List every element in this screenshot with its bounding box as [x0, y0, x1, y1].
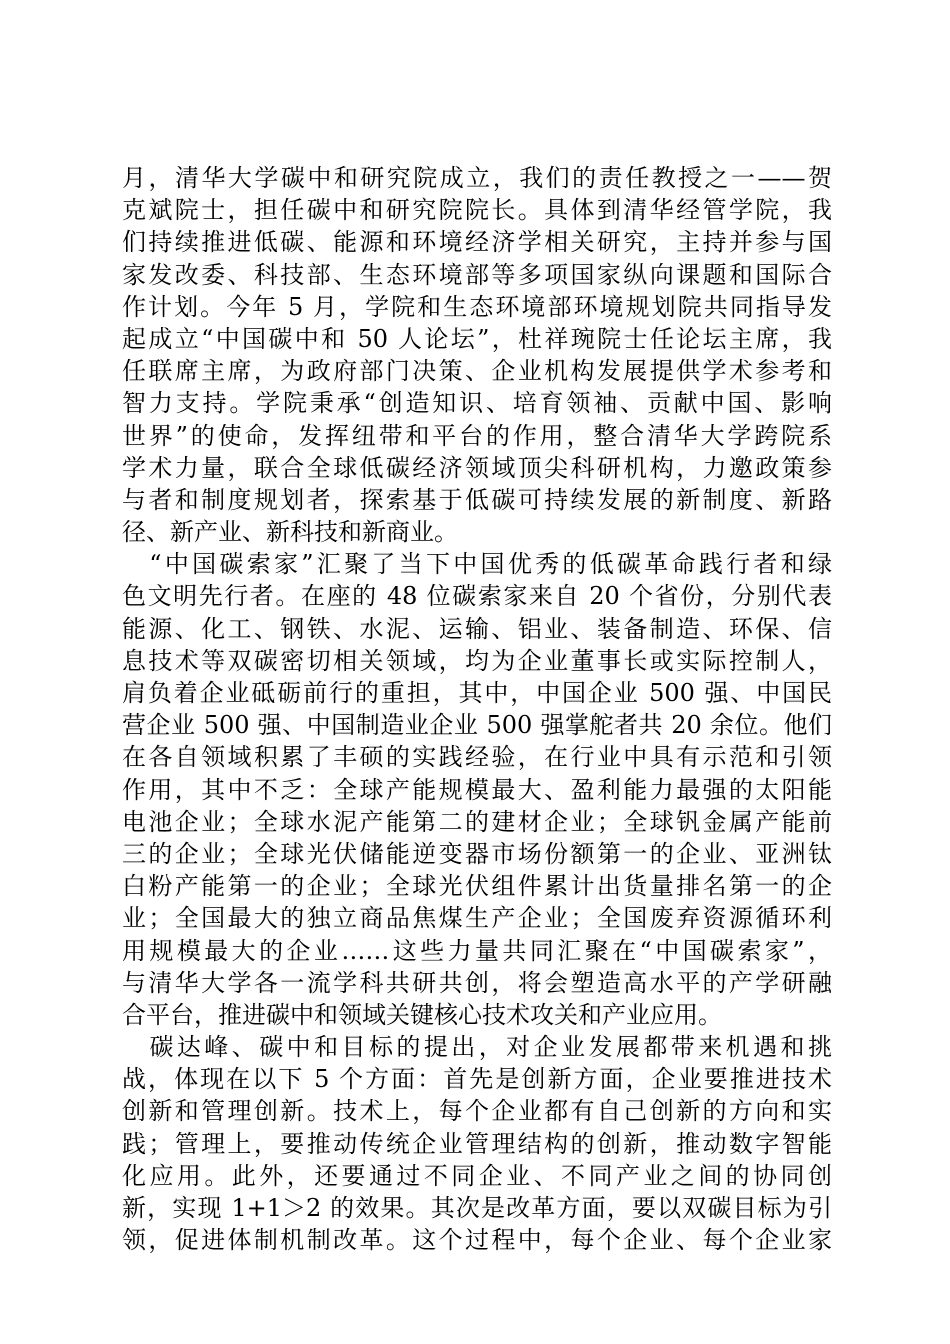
text-line: 们持续推进低碳、能源和环境经济学相关研究，主持并参与国	[122, 228, 832, 257]
text-line: “中国碳索家”汇聚了当下中国优秀的低碳革命践行者和绿	[122, 550, 832, 579]
text-line: 克斌院士，担任碳中和研究院院长。具体到清华经管学院，我	[122, 196, 832, 225]
text-line: 用规模最大的企业……这些力量共同汇聚在“中国碳索家”，	[122, 936, 832, 965]
text-line: 任联席主席，为政府部门决策、企业机构发展提供学术参考和	[122, 357, 832, 386]
text-line: 化应用。此外，还要通过不同企业、不同产业之间的协同创	[122, 1161, 832, 1190]
text-line: 三的企业；全球光伏储能逆变器市场份额第一的企业、亚洲钛	[122, 839, 832, 868]
text-line: 营企业 500 强、中国制造业企业 500 强掌舵者共 20 余位。他们	[122, 711, 832, 740]
body-text	[122, 162, 832, 1256]
paragraph-2	[122, 548, 832, 1031]
text-line: 领，促进体制机制改革。这个过程中，每个企业、每个企业家	[122, 1226, 832, 1255]
text-line: 月，清华大学碳中和研究院成立，我们的责任教授之一——贺	[122, 164, 832, 192]
text-line: 与清华大学各一流学科共研共创，将会塑造高水平的产学研融	[122, 968, 832, 997]
text-line: 息技术等双碳密切相关领域，均为企业董事长或实际控制人，	[122, 646, 832, 675]
text-line: 战，体现在以下 5 个方面：首先是创新方面，企业要推进技术	[122, 1065, 832, 1094]
text-line: 白粉产能第一的企业；全球光伏组件累计出货量排名第一的企	[122, 872, 832, 901]
text-line: 作用，其中不乏：全球产能规模最大、盈利能力最强的太阳能	[122, 775, 832, 804]
text-line: 在各自领域积累了丰硕的实践经验，在行业中具有示范和引领	[122, 743, 832, 772]
paragraph-3	[122, 1031, 832, 1256]
text-line: 碳达峰、碳中和目标的提出，对企业发展都带来机遇和挑	[122, 1033, 832, 1062]
text-line: 新，实现 1+1＞2 的效果。其次是改革方面，要以双碳目标为引	[122, 1194, 832, 1222]
text-line: 起成立“中国碳中和 50 人论坛”，杜祥琬院士任论坛主席，我	[122, 324, 832, 353]
text-line: 能源、化工、钢铁、水泥、运输、铝业、装备制造、环保、信	[122, 614, 832, 643]
text-line: 世界”的使命，发挥纽带和平台的作用，整合清华大学跨院系	[122, 421, 832, 450]
text-line: 家发改委、科技部、生态环境部等多项国家纵向课题和国际合	[122, 260, 832, 289]
text-line: 作计划。今年 5 月，学院和生态环境部环境规划院共同指导发	[122, 292, 832, 321]
text-line: 合平台，推进碳中和领域关键核心技术攻关和产业应用。	[122, 1000, 722, 1029]
text-line: 学术力量，联合全球低碳经济领域顶尖科研机构，力邀政策参	[122, 453, 832, 482]
text-line: 径、新产业、新科技和新商业。	[122, 518, 458, 547]
paragraph-1	[122, 162, 832, 548]
text-line: 色文明先行者。在座的 48 位碳索家来自 20 个省份，分别代表	[122, 582, 832, 611]
text-line: 业；全国最大的独立商品焦煤生产企业；全国废弃资源循环利	[122, 904, 832, 933]
text-line: 践；管理上，要推动传统企业管理结构的创新，推动数字智能	[122, 1129, 832, 1158]
text-line: 肩负着企业砥砺前行的重担，其中，中国企业 500 强、中国民	[122, 679, 832, 707]
text-line: 智力支持。学院秉承“创造知识、培育领袖、贡献中国、影响	[122, 389, 832, 418]
text-line: 与者和制度规划者，探索基于低碳可持续发展的新制度、新路	[122, 485, 832, 514]
text-line: 创新和管理创新。技术上，每个企业都有自己创新的方向和实	[122, 1097, 832, 1126]
text-line: 电池企业；全球水泥产能第二的建材企业；全球钒金属产能前	[122, 807, 832, 836]
